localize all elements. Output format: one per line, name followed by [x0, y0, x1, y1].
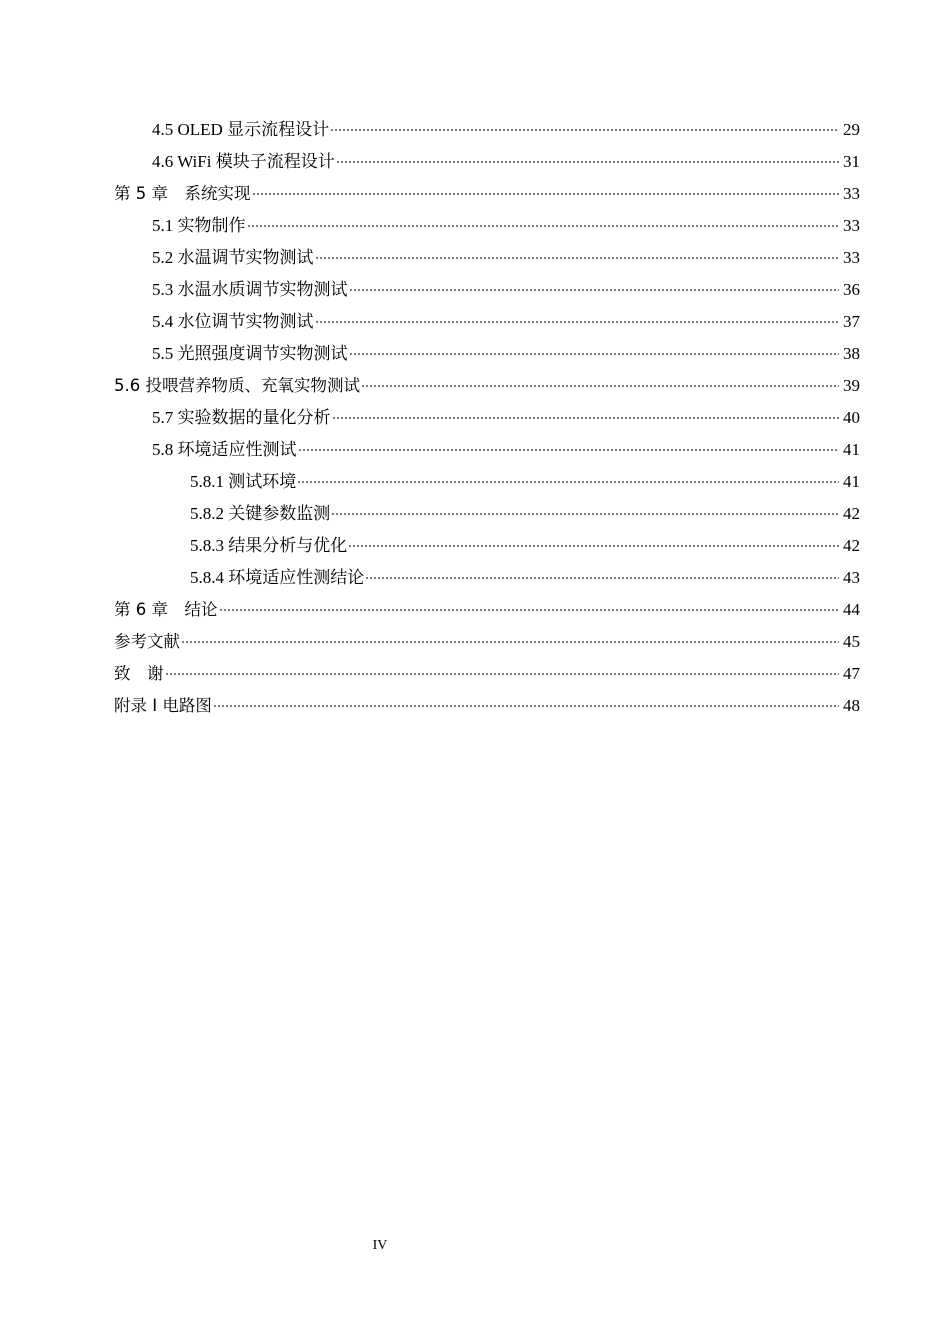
toc-dot-leader — [297, 481, 839, 483]
toc-entry-5-5[interactable] — [114, 338, 860, 370]
toc-entry-4-5[interactable] — [114, 114, 860, 146]
toc-dot-leader — [330, 129, 839, 131]
toc-dot-leader — [252, 193, 840, 195]
toc-entry-chapter-5[interactable] — [114, 178, 860, 210]
toc-entry-title: 附录 I 电路图 — [114, 696, 212, 715]
toc-dot-leader — [349, 289, 840, 291]
toc-entry-title: 4.6 WiFi 模块子流程设计 — [152, 152, 335, 171]
toc-entry-page: 36 — [843, 280, 860, 299]
toc-entry-5-6[interactable] — [114, 370, 860, 402]
toc-entry-5-4[interactable] — [114, 306, 860, 338]
toc-entry-page: 29 — [843, 120, 860, 139]
toc-entry-references[interactable] — [114, 626, 860, 658]
toc-dot-leader — [365, 577, 839, 579]
table-of-contents — [114, 114, 860, 722]
toc-entry-page: 33 — [843, 216, 860, 235]
toc-entry-acknowledgements[interactable] — [114, 658, 860, 690]
toc-entry-page: 33 — [843, 248, 860, 267]
toc-dot-leader — [165, 673, 840, 675]
toc-entry-title: 5.8.4 环境适应性测结论 — [190, 568, 365, 587]
page-number: IV — [372, 1238, 388, 1253]
toc-dot-leader — [298, 449, 840, 451]
toc-entry-5-8-1[interactable] — [114, 466, 860, 498]
toc-entry-page: 45 — [843, 632, 860, 651]
toc-entry-page: 41 — [843, 472, 860, 491]
toc-entry-title: 第 5 章 系统实现 — [114, 184, 251, 203]
toc-entry-page: 41 — [843, 440, 860, 459]
toc-entry-5-8-2[interactable] — [114, 498, 860, 530]
toc-entry-page: 39 — [843, 376, 860, 395]
toc-entry-page: 40 — [843, 408, 860, 427]
toc-entry-title: 5.7 实验数据的量化分析 — [152, 408, 331, 427]
toc-entry-5-1[interactable] — [114, 210, 860, 242]
toc-dot-leader — [332, 417, 840, 419]
toc-dot-leader — [348, 545, 839, 547]
toc-entry-page: 33 — [843, 184, 860, 203]
toc-entry-page: 47 — [843, 664, 860, 683]
toc-dot-leader — [331, 513, 839, 515]
toc-entry-page: 48 — [843, 696, 860, 715]
toc-entry-page: 42 — [843, 504, 860, 523]
toc-dot-leader — [219, 609, 840, 611]
toc-entry-5-3[interactable] — [114, 274, 860, 306]
toc-entry-page: 31 — [843, 152, 860, 171]
toc-entry-4-6[interactable] — [114, 146, 860, 178]
toc-entry-title: 5.8.1 测试环境 — [190, 472, 297, 491]
toc-dot-leader — [315, 257, 840, 259]
toc-entry-page: 37 — [843, 312, 860, 331]
toc-dot-leader — [336, 161, 839, 163]
toc-entry-5-2[interactable] — [114, 242, 860, 274]
toc-entry-title: 5.2 水温调节实物测试 — [152, 248, 314, 267]
toc-entry-appendix-1[interactable] — [114, 690, 860, 722]
toc-entry-chapter-6[interactable] — [114, 594, 860, 626]
toc-entry-title: 5.3 水温水质调节实物测试 — [152, 280, 348, 299]
toc-dot-leader — [315, 321, 840, 323]
toc-entry-page: 43 — [843, 568, 860, 587]
toc-entry-title: 5.8.3 结果分析与优化 — [190, 536, 348, 555]
toc-entry-title: 5.8.2 关键参数监测 — [190, 504, 331, 523]
toc-entry-5-7[interactable] — [114, 402, 860, 434]
toc-dot-leader — [213, 705, 839, 707]
toc-entry-title: 4.5 OLED 显示流程设计 — [152, 120, 330, 139]
toc-entry-page: 42 — [843, 536, 860, 555]
toc-entry-title: 5.1 实物制作 — [152, 216, 246, 235]
toc-dot-leader — [349, 353, 840, 355]
toc-entry-title: 5.4 水位调节实物测试 — [152, 312, 314, 331]
toc-entry-page: 38 — [843, 344, 860, 363]
toc-entry-title: 致 谢 — [114, 664, 164, 683]
toc-entry-title: 5.5 光照强度调节实物测试 — [152, 344, 348, 363]
toc-entry-5-8[interactable] — [114, 434, 860, 466]
toc-entry-title: 5.6 投喂营养物质、充氧实物测试 — [114, 376, 360, 395]
toc-entry-page: 44 — [843, 600, 860, 619]
toc-entry-title: 5.8 环境适应性测试 — [152, 440, 297, 459]
toc-entry-5-8-4[interactable] — [114, 562, 860, 594]
toc-entry-title: 参考文献 — [114, 632, 180, 651]
toc-dot-leader — [361, 385, 839, 387]
toc-dot-leader — [181, 641, 839, 643]
toc-dot-leader — [247, 225, 840, 227]
toc-entry-5-8-3[interactable] — [114, 530, 860, 562]
toc-entry-title: 第 6 章 结论 — [114, 600, 218, 619]
